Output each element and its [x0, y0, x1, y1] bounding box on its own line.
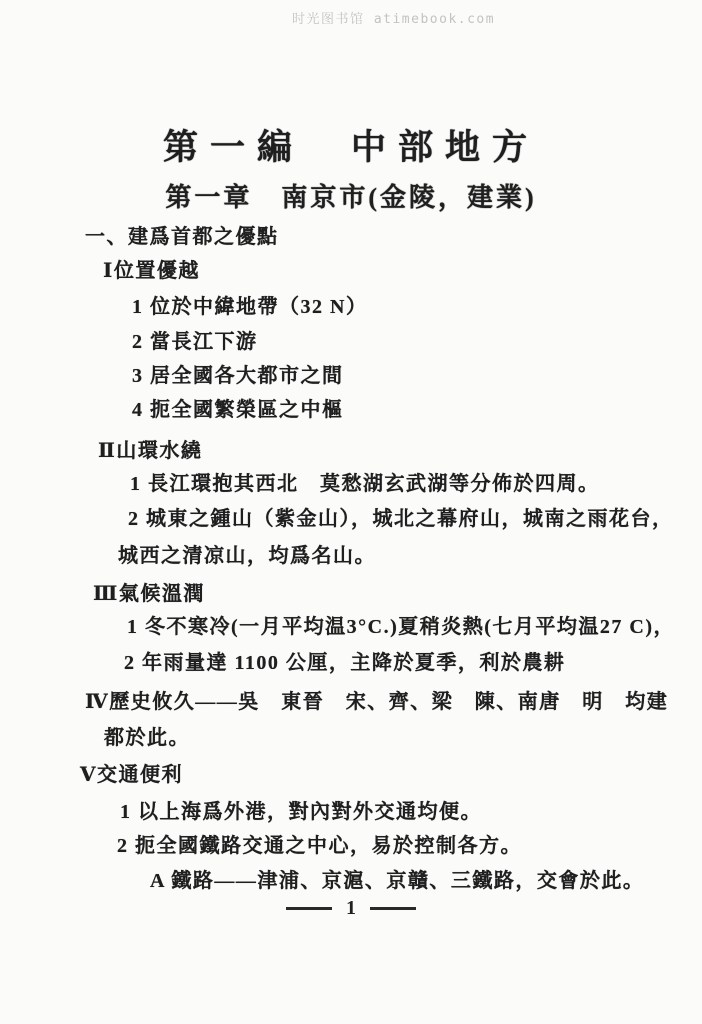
outline-heading-line: Ⅳ歷史攸久——吳 東晉 宋、齊、梁 陳、南唐 明 均建: [85, 691, 669, 713]
page-number-dash: [370, 907, 416, 910]
outline-item-line: 2 扼全國鐵路交通之中心，易於控制各方。: [117, 835, 522, 857]
outline-item-line: 2 當長江下游: [132, 331, 258, 353]
outline-item-line: 1 位於中緯地帶（32 N）: [132, 296, 368, 318]
page-number: 1: [346, 897, 356, 919]
outline-heading-line: Ⅱ山環水繞: [98, 440, 203, 462]
outline-item-line: 3 居全國各大都市之間: [132, 365, 344, 387]
outline-item-line: 2 年雨量達 1100 公厘，主降於夏季，利於農耕: [124, 652, 566, 674]
watermark-text: 时光图书馆 atimebook.com: [292, 12, 496, 27]
outline-item-line: 4 扼全國繁榮區之中樞: [132, 399, 344, 421]
outline-item-line: 1 長江環抱其西北 莫愁湖玄武湖等分佈於四周。: [130, 473, 600, 495]
outline-item-line: 2 城東之鍾山（紫金山），城北之幕府山，城南之雨花台，: [128, 508, 674, 530]
outline-item-line: 1 冬不寒冷(一月平均温3°C.)夏稍炎熱(七月平均温27 C)，: [127, 616, 676, 638]
outline-section-line: 一、建爲首都之優點: [85, 226, 279, 248]
outline-heading-line: Ⅲ氣候溫潤: [93, 583, 205, 605]
outline-item-continuation-line: 都於此。: [104, 727, 190, 749]
outline-item-line: 1 以上海爲外港，對內對外交通均便。: [120, 801, 482, 823]
page-number-dash: [286, 907, 332, 910]
outline-heading-line: Ⅴ交通便利: [80, 764, 184, 786]
outline-item-continuation-line: 城西之清凉山，均爲名山。: [118, 545, 376, 567]
outline-heading-line: Ⅰ位置優越: [103, 260, 200, 282]
chapter-title: 第一章 南京市(金陵，建業): [165, 183, 537, 212]
edition-title: 第一編 中部地方: [162, 128, 539, 167]
page-number-row: [0, 898, 702, 918]
outline-subitem-line: A 鐵路——津浦、京滬、京贛、三鐵路，交會於此。: [150, 870, 645, 892]
